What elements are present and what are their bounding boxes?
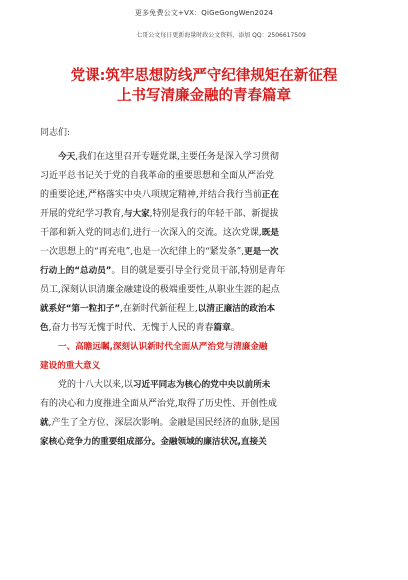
document-title xyxy=(40,66,368,106)
paragraph-2-line xyxy=(40,414,372,433)
text-run: 的重要论述,严格落实中央八项规定精神,并结合我行当前 xyxy=(40,190,262,200)
paragraph-1-line xyxy=(40,224,372,243)
paragraph-2-line xyxy=(40,433,372,452)
heading-line: 建设的重大意义 xyxy=(40,361,101,371)
top-banner: 更多免费公文+VX：QiGeGongWen2024 xyxy=(134,9,274,17)
paragraph-1-line xyxy=(40,300,372,319)
title-line-2: 上书写清廉金融的青春篇章 xyxy=(117,88,291,104)
bold-text: 与大家 xyxy=(123,209,150,219)
bold-text: 正在 xyxy=(261,190,279,200)
paragraph-1-line xyxy=(40,186,372,205)
paragraph-1-line xyxy=(40,243,372,262)
bold-text: 色 xyxy=(40,323,49,333)
paragraph-1-line xyxy=(40,319,372,338)
title-line-1: 党课:筑牢思想防线严守纪律规矩在新征程 xyxy=(70,68,338,84)
text-run: 干部和新入党的同志们,进行一次深入的交流。这次党课, xyxy=(40,228,262,238)
bold-text: 既是 xyxy=(261,228,279,238)
bold-text: 金融领域的廉洁状况,直接关 xyxy=(160,437,267,447)
bold-text: 行动上的“总动员” xyxy=(40,266,112,276)
paragraph-1-line: 习近平总书记关于党的自我革命的重要思想和全面从严治党 xyxy=(40,171,275,181)
bold-text: 更是一次 xyxy=(244,247,279,257)
text-run: ,在新时代新征程上, xyxy=(120,304,198,314)
bold-text: 以清正廉洁的政治本 xyxy=(197,304,276,314)
text-run: ,特别是我行的年轻干部、新提拔 xyxy=(149,209,279,219)
text-run: ,我们在这里召开专题党课,主要任务是深入学习贯彻 xyxy=(75,152,279,162)
paragraph-2 xyxy=(40,376,372,452)
bold-text: 家核心竞争力的重要组成部分。 xyxy=(40,437,161,447)
paragraph-1-line xyxy=(40,205,372,224)
heading-line: 一、高瞻远瞩,深刻认识新时代全面从严治党与清廉金融 xyxy=(58,342,268,352)
text-run: 一次思想上的“再充电”,也是一次纪律上的“紧发条”, xyxy=(40,247,245,257)
text-run: 党的十八大以来,以 xyxy=(58,380,133,390)
paragraph-2-line: 有的决心和力度推进全面从严治党,取得了历史性、开创性成 xyxy=(40,399,277,409)
paragraph-1 xyxy=(40,148,372,338)
bold-text: 就系好“第一粒扣子” xyxy=(40,304,121,314)
text-run: ,产生了全方位、深层次影响。金融是国民经济的血脉,是国 xyxy=(48,418,280,428)
paragraph-2-line xyxy=(40,376,372,395)
bold-text: 今天 xyxy=(58,152,76,162)
paragraph-1-line: 员工,深刻认识清廉金融建设的极端重要性,从职业生涯的起点 xyxy=(40,285,280,295)
source-note: 七哥公文每日更新海量时政公文资料，添加 QQ：2506617509 xyxy=(136,32,306,39)
paragraph-1-line xyxy=(40,148,372,167)
greeting: 同志们: xyxy=(40,128,71,138)
text-run: ,奋力书写无愧于时代、无愧于人民的青春 xyxy=(48,323,214,333)
text-run: 。 xyxy=(230,323,240,333)
document-body xyxy=(40,124,372,452)
bold-text: 习近平同志为核心的党中央以前所未 xyxy=(132,380,271,390)
paragraph-1-line xyxy=(40,262,372,281)
bold-text: 篇章 xyxy=(213,323,231,333)
section-heading-1 xyxy=(40,338,372,376)
bold-text: 就 xyxy=(40,418,49,428)
text-run: 开展的党纪学习教育, xyxy=(40,209,124,219)
text-run: 。目的就是要引导全行党员干部,特别是青年 xyxy=(111,266,286,276)
